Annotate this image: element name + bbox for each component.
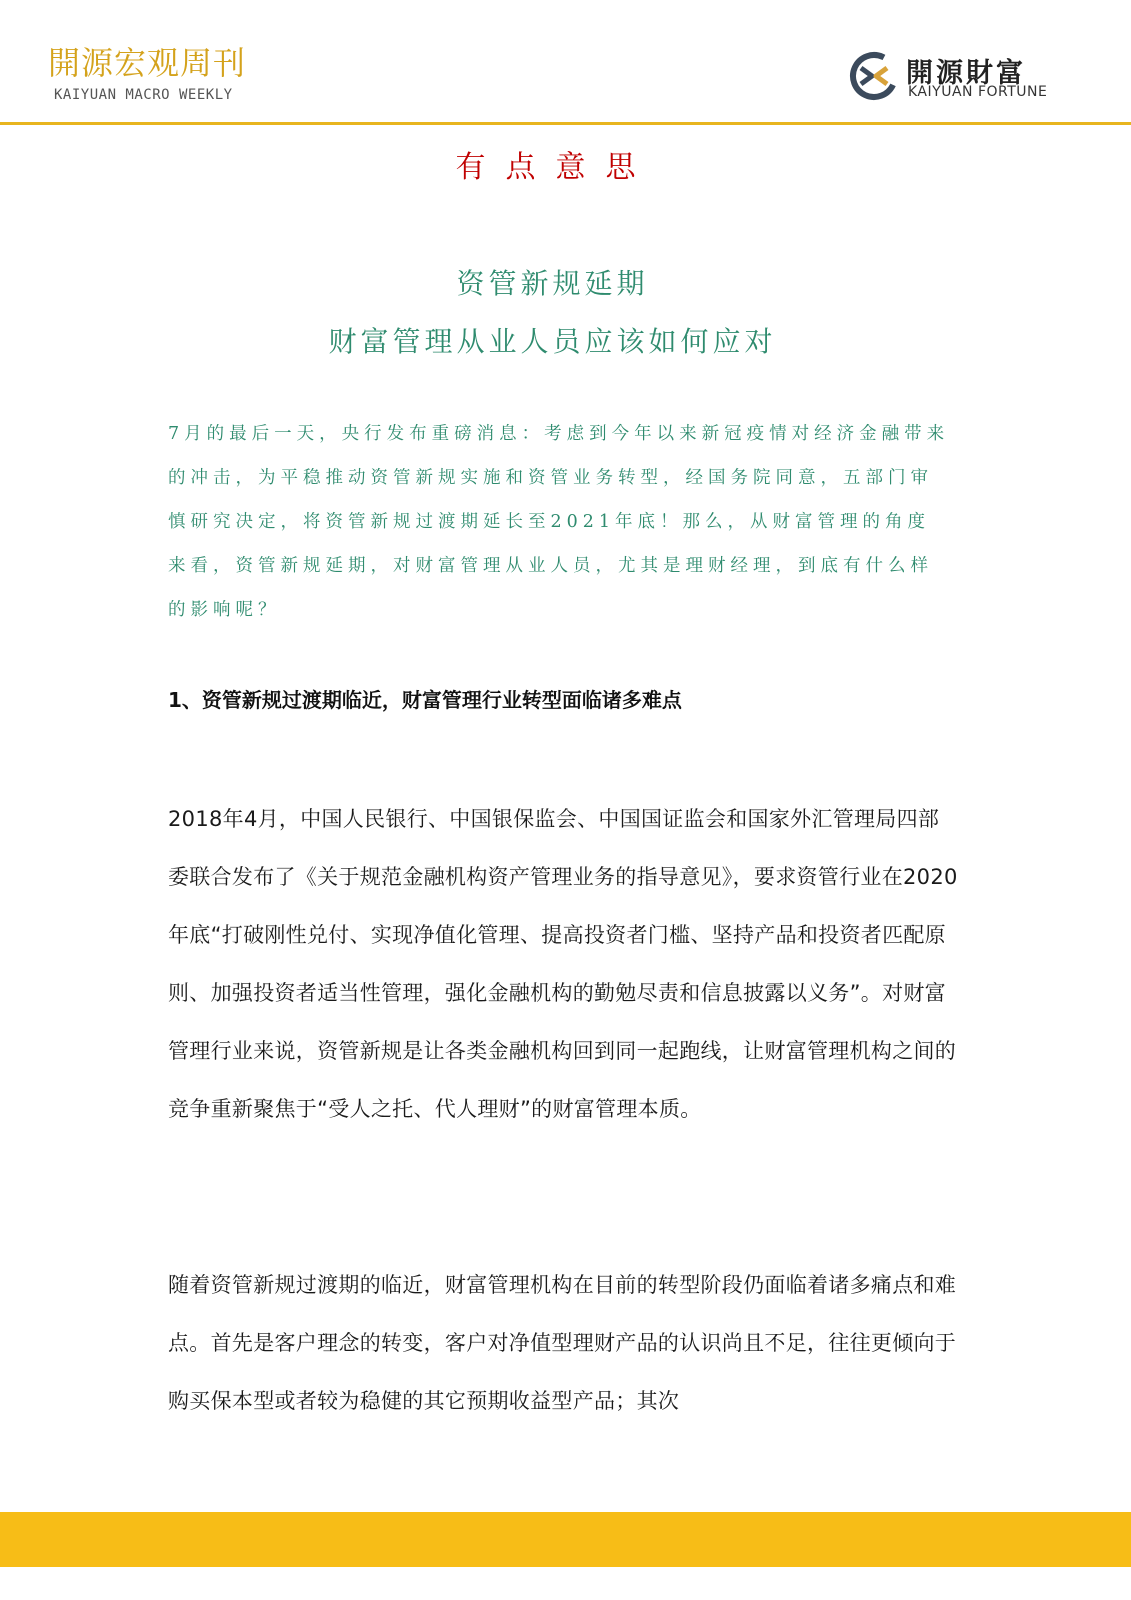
kaiyuan-fortune-logo [848,50,1058,106]
header-divider [0,122,1131,125]
article-title-line-1: 资管新规延期 [456,267,649,300]
brand-title-cn: 開源宏观周刊 [48,44,247,82]
section-label: 有点意思 [455,150,656,185]
brand-title-en: KAIYUAN MACRO WEEKLY [54,87,233,103]
section-heading: 1、资管新规过渡期临近，财富管理行业转型面临诸多难点 [168,688,682,712]
kaiyuan-logo-icon [848,50,900,102]
body-paragraph: 随着资管新规过渡期的临近，财富管理机构在目前的转型阶段仍面临着诸多痛点和难点。首先是客户理念的转变，客户对净值型理财产品的认识尚且不足，往往更倾向于购买保本型或者较为稳健的其它预期收益型产品；其次 [168,1273,957,1413]
logo-text-en: KAIYUAN FORTUNE [908,84,1048,100]
footer-bar [0,1512,1131,1567]
page-header [0,0,1131,125]
article-title-line-2: 财富管理从业人员应该如何应对 [328,325,777,358]
body-paragraph: 2018年4月，中国人民银行、中国银保监会、中国国证监会和国家外汇管理局四部委联合发布了《关于规范金融机构资产管理业务的指导意见》，要求资管行业在2020年底“打破刚性兑付、实现净值化管理、提高投资者门槛、坚持产品和投资者匹配原则、加强投资者适当性管理，强化金融机构的勤勉尽责和信息披露以义务”。对财富管理行业来说，资管新规是让各类金融机构回到同一起跑线，让财富管理机构之间的竞争重新聚焦于“受人之托、代人理财”的财富管理本质。 [168,807,958,1121]
logo-text-cn: 開源財富 [906,58,1026,89]
article-intro: 7月的最后一天，央行发布重磅消息：考虑到今年以来新冠疫情对经济金融带来的冲击，为平稳推动资管新规实施和资管业务转型，经国务院同意，五部门审慎研究决定，将资管新规过渡期延长至2021年底！那么，从财富管理的角度来看，资管新规延期，对财富管理从业人员，尤其是理财经理，到底有什么样的影响呢？ [168,424,950,620]
